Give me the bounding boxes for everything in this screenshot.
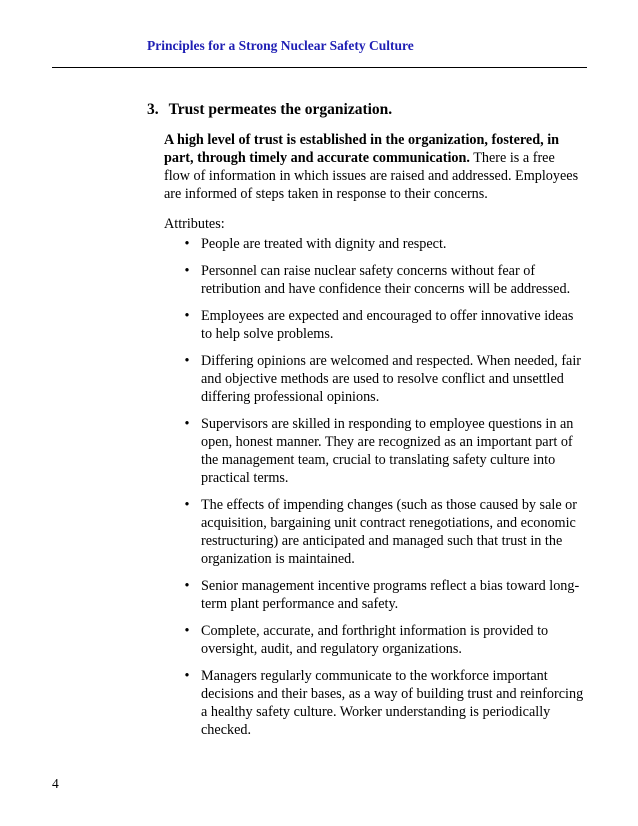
intro-rest: There is a free flow of information in which issues are raised and addressed. Employees are informed of steps taken in response to their concerns.	[164, 150, 579, 202]
running-header-title: Principles for a Strong Nuclear Safety Culture	[147, 38, 414, 53]
attribute-item	[164, 667, 584, 739]
attribute-item	[164, 496, 584, 568]
attribute-text: Differing opinions are welcomed and respected. When needed, fair and objective methods are used to resolve conflict and unsettled differing professional opinions.	[201, 353, 582, 405]
section-number: 3.	[147, 101, 159, 118]
attributes-list	[164, 235, 584, 748]
intro-paragraph	[164, 131, 584, 203]
attribute-text: People are treated with dignity and respect.	[201, 236, 447, 252]
attribute-item	[164, 352, 584, 406]
section-title: Trust permeates the organization.	[168, 101, 393, 118]
bullet-icon: •	[184, 416, 190, 432]
attribute-text: Employees are expected and encouraged to offer innovative ideas to help solve problems.	[201, 308, 574, 342]
bullet-icon: •	[184, 623, 190, 639]
bullet-icon: •	[184, 497, 190, 513]
bullet-icon: •	[184, 668, 190, 684]
intro-lead: A high level of trust is established in the organization, fostered, in part, through timely and accurate communication.	[164, 132, 560, 166]
attribute-text: Supervisors are skilled in responding to employee questions in an open, honest manner. They are recognized as an important part of the management team, crucial to translating safety culture into practical terms.	[201, 416, 574, 486]
attribute-text: Personnel can raise nuclear safety concerns without fear of retribution and have confidence their concerns will be addressed.	[201, 263, 571, 297]
bullet-icon: •	[184, 263, 190, 279]
header-divider	[52, 67, 587, 68]
attribute-item	[164, 235, 584, 253]
bullet-icon: •	[184, 353, 190, 369]
bullet-icon: •	[184, 578, 190, 594]
attribute-text: Complete, accurate, and forthright information is provided to oversight, audit, and regulatory organizations.	[201, 623, 549, 657]
attribute-text: Senior management incentive programs reflect a bias toward long-term plant performance and safety.	[201, 578, 580, 612]
attributes-label: Attributes:	[164, 216, 225, 232]
attribute-item	[164, 262, 584, 298]
attribute-item	[164, 415, 584, 487]
bullet-icon: •	[184, 308, 190, 324]
attribute-text: Managers regularly communicate to the workforce important decisions and their bases, as a way of building trust and reinforcing a healthy safety culture. Worker understanding is periodically checked.	[201, 668, 584, 738]
attribute-item	[164, 622, 584, 658]
page-number: 4	[52, 776, 59, 791]
attribute-item	[164, 307, 584, 343]
attribute-item	[164, 577, 584, 613]
bullet-icon: •	[184, 236, 190, 252]
section-heading	[147, 101, 392, 119]
attribute-text: The effects of impending changes (such as those caused by sale or acquisition, bargaining unit contract renegotiations, and economic restructuring) are anticipated and managed such that trust in the organization is maintained.	[201, 497, 577, 567]
